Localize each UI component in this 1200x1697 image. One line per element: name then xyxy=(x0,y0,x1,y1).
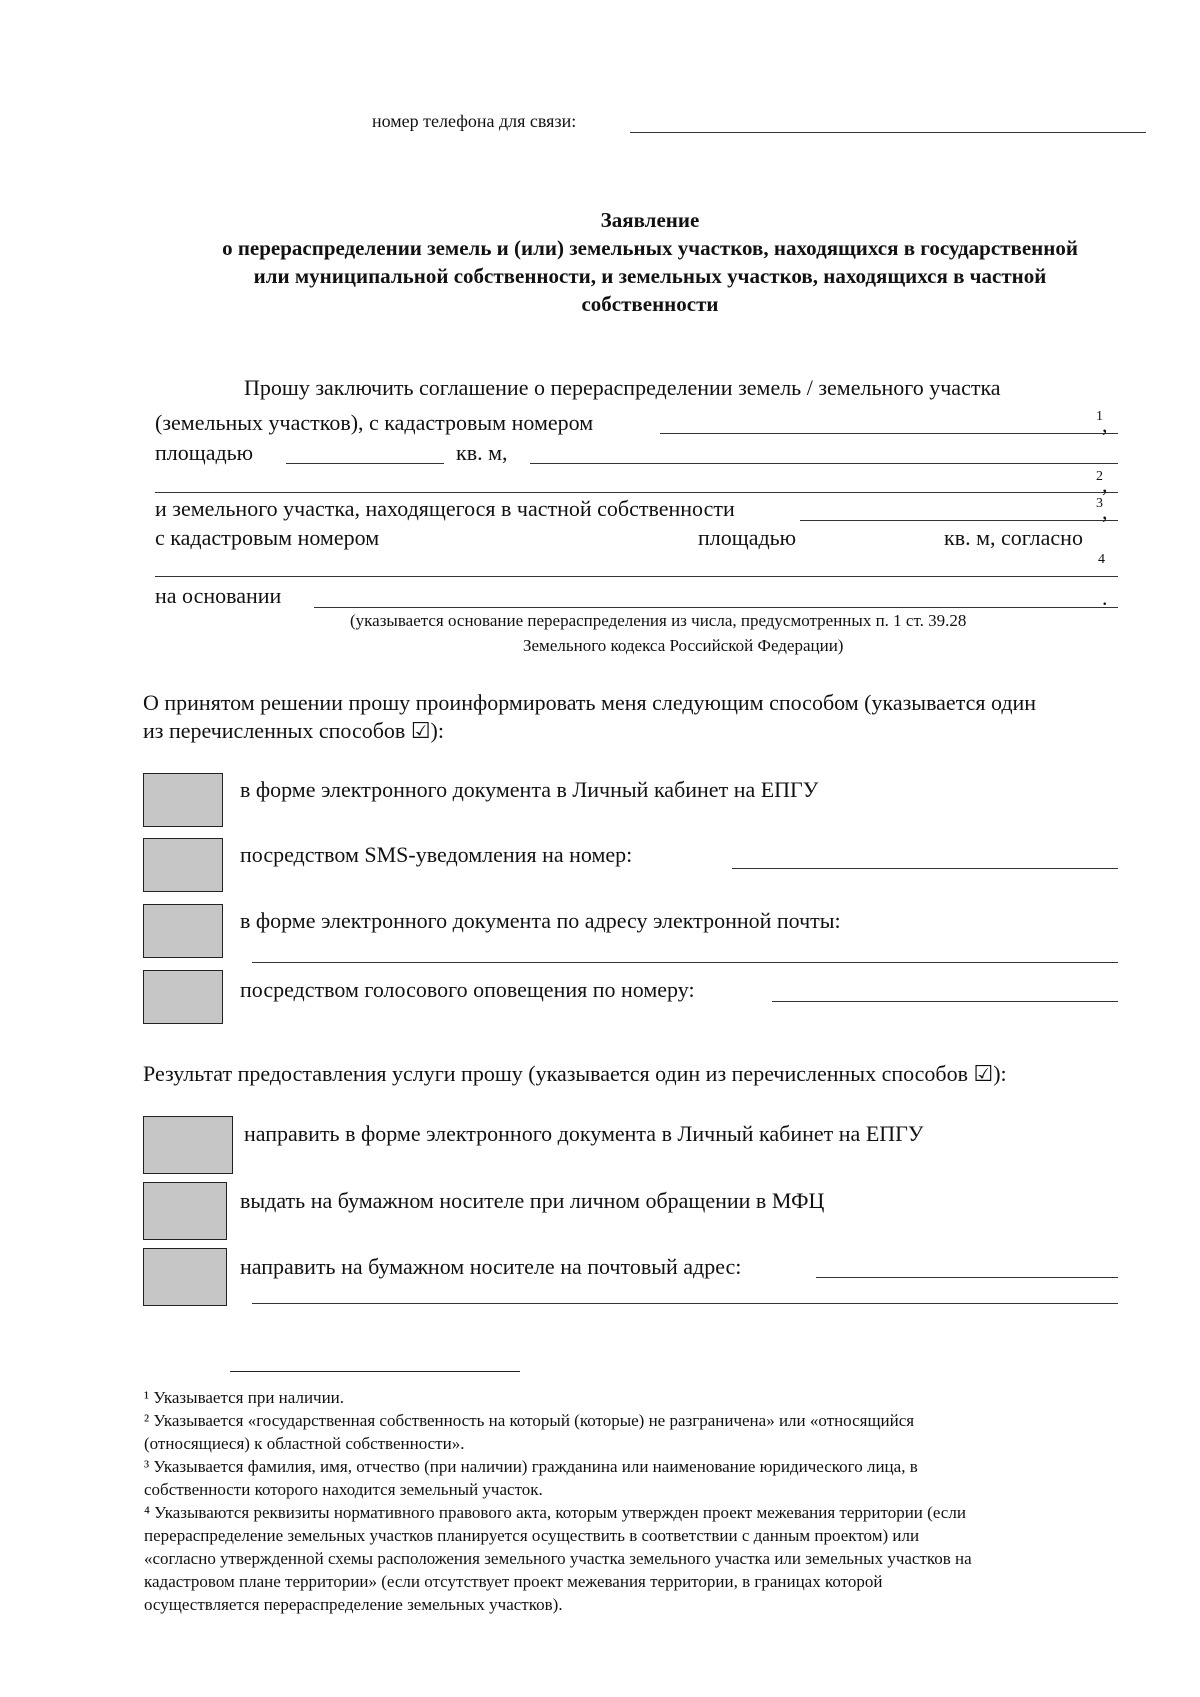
period: . xyxy=(1102,585,1108,610)
footnote-ref-3: 3 xyxy=(1096,496,1103,511)
sms-number-field[interactable] xyxy=(732,868,1118,869)
footnote-4-line-5: осуществляется перераспределение земельных участков). xyxy=(144,1595,563,1614)
private-land-label: и земельного участка, находящегося в частной собственности xyxy=(155,496,735,521)
email-field[interactable] xyxy=(252,962,1118,963)
result-option-epgu-label: направить в форме электронного документа в Личный кабинет на ЕПГУ xyxy=(244,1121,924,1146)
notify-option-voice-checkbox[interactable] xyxy=(143,970,223,1024)
comma: , xyxy=(1102,412,1108,437)
area-field[interactable] xyxy=(286,463,444,464)
notify-option-sms-label: посредством SMS-уведомления на номер: xyxy=(240,842,633,867)
cadastral-number-field[interactable] xyxy=(660,433,1118,434)
basis-field[interactable] xyxy=(314,607,1118,608)
area-label: площадью xyxy=(155,440,254,465)
result-option-epgu-checkbox[interactable] xyxy=(143,1116,233,1174)
footnote-ref-2: 2 xyxy=(1096,469,1103,484)
voice-number-field[interactable] xyxy=(772,1001,1118,1002)
basis-hint-line-1: (указывается основание перераспределения из числа, предусмотренных п. 1 ст. 39.28 xyxy=(350,611,967,630)
request-line-2: (земельных участков), с кадастровым номером xyxy=(155,410,594,435)
title-line-4: собственности xyxy=(581,292,719,316)
postal-address-field[interactable] xyxy=(816,1277,1118,1278)
notify-option-email-label: в форме электронного документа по адресу электронной почты: xyxy=(240,908,841,933)
page-title: Заявление xyxy=(600,208,700,232)
phone-field[interactable] xyxy=(630,132,1146,133)
notify-option-voice-label: посредством голосового оповещения по номеру: xyxy=(240,977,695,1002)
result-intro: Результат предоставления услуги прошу (указывается один из перечисленных способов ☑): xyxy=(143,1061,1007,1086)
notify-intro-line-1: О принятом решении прошу проинформировать меня следующим способом (указывается один xyxy=(143,690,1037,715)
area-label-2: площадью xyxy=(698,525,797,550)
footnote-3-line-2: собственности которого находится земельный участок. xyxy=(144,1480,543,1499)
footnote-separator xyxy=(230,1371,520,1372)
basis-hint-line-2: Земельного кодекса Российской Федерации) xyxy=(523,636,844,655)
owner-field[interactable] xyxy=(800,520,1118,521)
result-option-mfc-checkbox[interactable] xyxy=(143,1182,227,1240)
notify-option-email-checkbox[interactable] xyxy=(143,904,223,958)
notify-option-sms-checkbox[interactable] xyxy=(143,838,223,892)
result-option-post-label: направить на бумажном носителе на почтовый адрес: xyxy=(240,1254,742,1279)
title-line-3: или муниципальной собственности, и земельных участков, находящихся в частной xyxy=(253,264,1047,288)
document-field[interactable] xyxy=(155,576,1118,577)
footnote-4-line-3: «согласно утвержденной схемы расположения земельного участка земельного участка или земельных участков на xyxy=(144,1549,972,1568)
request-line-1: Прошу заключить соглашение о перераспределении земель / земельного участка xyxy=(244,375,1001,400)
result-option-mfc-label: выдать на бумажном носителе при личном обращении в МФЦ xyxy=(240,1188,825,1213)
footnote-2-line-1: ² Указывается «государственная собственность на который (которые) не разграничена» или «относящийся xyxy=(144,1411,915,1430)
sq-m-according-label: кв. м, согласно xyxy=(944,525,1083,550)
result-option-post-checkbox[interactable] xyxy=(143,1248,227,1306)
area-extra-field[interactable] xyxy=(530,463,1118,464)
footnote-2-line-2: (относящиеся) к областной собственности». xyxy=(144,1434,465,1453)
footnote-3-line-1: ³ Указывается фамилия, имя, отчество (при наличии) гражданина или наименование юридического лица, в xyxy=(144,1457,918,1476)
footnote-ref-4: 4 xyxy=(1098,552,1105,567)
phone-label: номер телефона для связи: xyxy=(372,111,577,131)
comma: , xyxy=(1102,499,1108,524)
notify-option-epgu-checkbox[interactable] xyxy=(143,773,223,827)
sq-m-label: кв. м, xyxy=(456,440,508,465)
basis-label: на основании xyxy=(155,583,282,608)
postal-address-field-2[interactable] xyxy=(252,1303,1118,1304)
title-line-2: о перераспределении земель и (или) земельных участков, находящихся в государственной xyxy=(222,236,1078,260)
notify-option-epgu-label: в форме электронного документа в Личный кабинет на ЕПГУ xyxy=(240,777,819,802)
footnote-4-line-4: кадастровом плане территории» (если отсутствует проект межевания территории, в границах которой xyxy=(144,1572,883,1591)
cadastral-label: с кадастровым номером xyxy=(155,525,380,550)
footnote-ref-1: 1 xyxy=(1096,409,1103,424)
comma: , xyxy=(1102,472,1108,497)
footnote-4-line-1: ⁴ Указываются реквизиты нормативного правового акта, которым утвержден проект межевания территории (если xyxy=(144,1503,966,1522)
footnote-4-line-2: перераспределение земельных участков планируется осуществить в соответствии с данным проектом) или xyxy=(144,1526,920,1545)
notify-intro-line-2: из перечисленных способов ☑): xyxy=(143,718,444,743)
footnote-1: ¹ Указывается при наличии. xyxy=(144,1388,345,1407)
ownership-field[interactable] xyxy=(155,492,1118,493)
